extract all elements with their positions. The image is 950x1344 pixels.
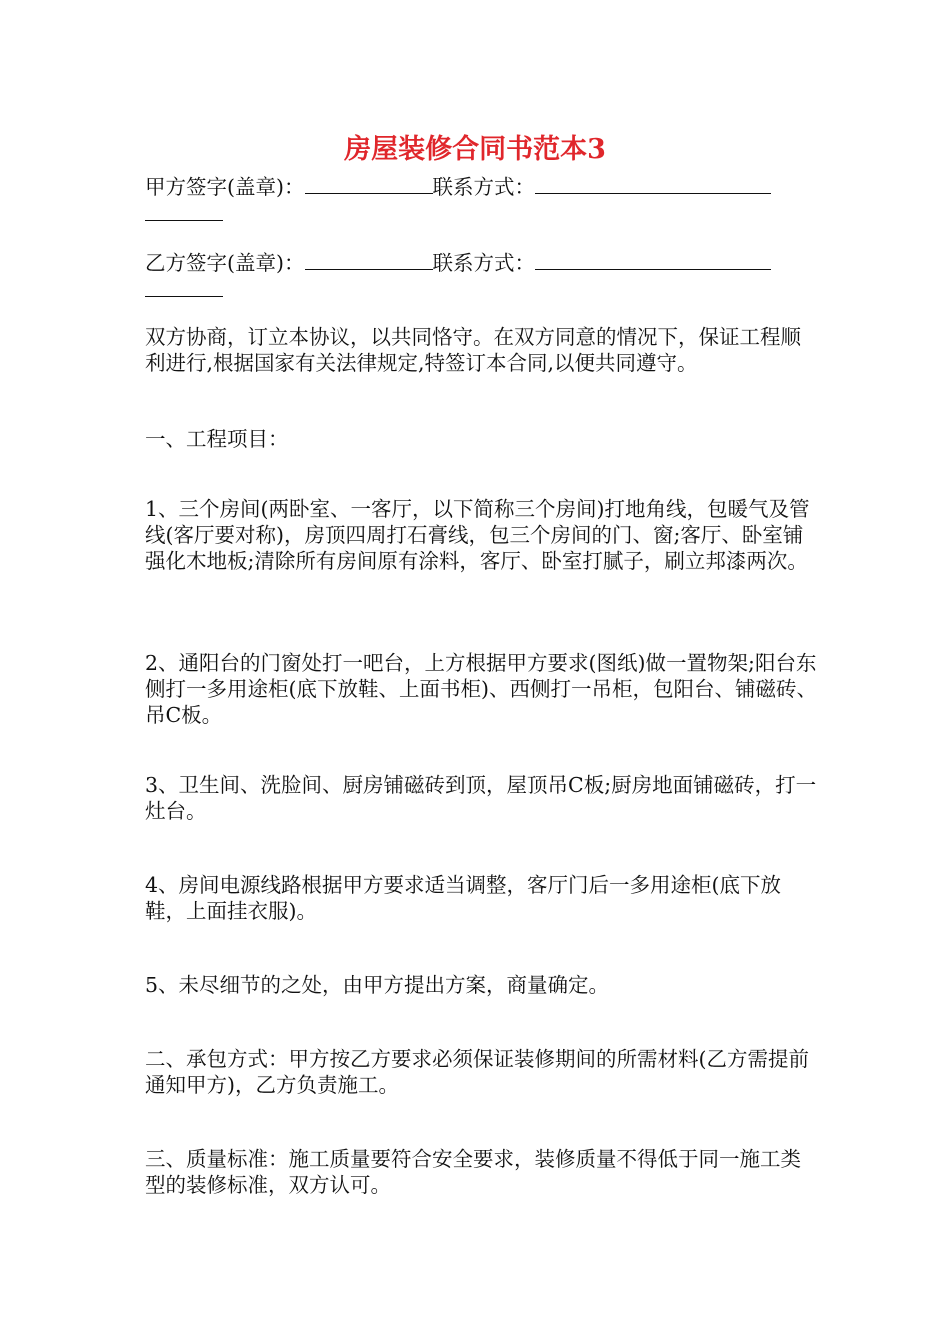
party-a-contact-blank <box>535 175 771 194</box>
section-1-heading: 一、工程项目： <box>145 427 289 451</box>
item-4-paragraph: 4、房间电源线路根据甲方要求适当调整，客厅门后一多用途柜(底下放鞋，上面挂衣服)。 <box>145 873 782 923</box>
party-a-signature-blank <box>305 175 433 194</box>
party-a-signature-line <box>145 174 817 200</box>
document-title: 房屋装修合同书范本3 <box>344 134 606 165</box>
section-3-paragraph: 三、质量标准：施工质量要符合安全要求，装修质量不得低于同一施工类型的装修标准，双方认可。 <box>145 1147 801 1197</box>
item-1-paragraph: 1、三个房间(两卧室、一客厅，以下简称三个房间)打地角线，包暖气及管线(客厅要对称)，房顶四周打石膏线，包三个房间的门、窗;客厅、卧室铺强化木地板;清除所有房间原有涂料，客厅、卧室打腻子，刷立邦漆两次。 <box>145 497 810 573</box>
party-b-label: 乙方签字(盖章)： <box>145 251 305 275</box>
party-b-contact-blank <box>535 251 771 270</box>
section-2-paragraph: 二、承包方式：甲方按乙方要求必须保证装修期间的所需材料(乙方需提前通知甲方)，乙方负责施工。 <box>145 1047 809 1097</box>
item-3-paragraph: 3、卫生间、洗脸间、厨房铺磁砖到顶，屋顶吊C板;厨房地面铺磁砖，打一灶台。 <box>145 773 817 823</box>
intro-paragraph: 双方协商，订立本协议，以共同恪守。在双方同意的情况下，保证工程顺利进行,根据国家有关法律规定,特签订本合同,以便共同遵守。 <box>145 325 801 375</box>
party-a-contact-blank-continued <box>145 220 223 221</box>
party-a-label: 甲方签字(盖章)： <box>145 175 305 199</box>
party-a-contact-label: 联系方式： <box>432 175 535 199</box>
party-b-signature-blank <box>305 251 433 270</box>
party-b-contact-blank-continued <box>145 296 223 297</box>
party-b-signature-line <box>145 250 817 276</box>
party-b-contact-label: 联系方式： <box>432 251 535 275</box>
item-5-paragraph: 5、未尽细节的之处，由甲方提出方案，商量确定。 <box>145 973 610 997</box>
item-2-paragraph: 2、通阳台的门窗处打一吧台，上方根据甲方要求(图纸)做一置物架;阳台东侧打一多用途柜(底下放鞋、上面书柜)、西侧打一吊柜，包阳台、铺磁砖、吊C板。 <box>145 651 817 727</box>
